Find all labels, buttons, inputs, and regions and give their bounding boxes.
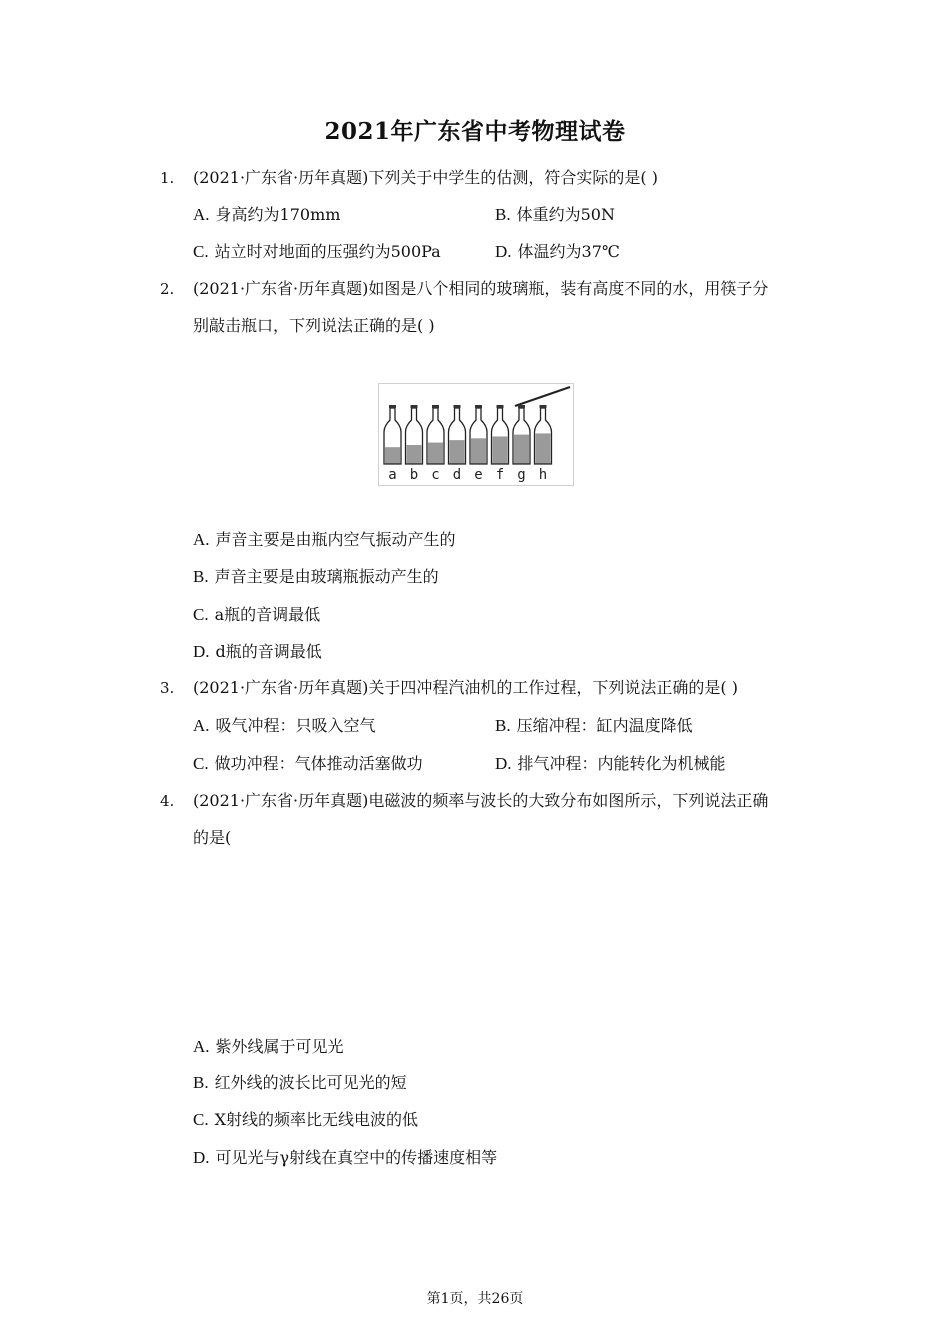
option-c	[193, 754, 423, 774]
option-letter: D.	[193, 1148, 210, 1167]
water-g	[514, 435, 529, 464]
bottle-cap-c	[432, 405, 439, 408]
option-c	[193, 1110, 418, 1130]
option-b	[495, 205, 615, 225]
option-text: 站立时对地面的压强约为500Pa	[214, 242, 441, 261]
option-letter: B.	[193, 567, 209, 586]
option-letter: B.	[495, 205, 511, 224]
bottle-label: f	[495, 467, 505, 483]
option-letter: B.	[193, 1073, 209, 1092]
water-b	[407, 445, 422, 464]
option-text: 可见光与γ射线在真空中的传播速度相等	[215, 1148, 498, 1167]
option-letter: D.	[495, 242, 512, 261]
question-stem: (2021·广东省·历年真题)下列关于中学生的估测，符合实际的是( )	[193, 168, 658, 187]
option-letter: C.	[193, 605, 209, 624]
question-stem: (2021·广东省·历年真题)关于四冲程汽油机的工作过程，下列说法正确的是( )	[193, 678, 738, 697]
bottle-label: e	[474, 467, 483, 483]
option-letter: A.	[193, 530, 210, 549]
bottles-figure	[378, 383, 574, 486]
option-a	[193, 1037, 344, 1057]
option-letter: A.	[193, 1037, 210, 1056]
option-text: 声音主要是由瓶内空气振动产生的	[215, 530, 456, 549]
water-c	[428, 443, 443, 464]
chopstick	[515, 387, 570, 406]
bottle-h	[535, 405, 552, 483]
option-text: 做功冲程：气体推动活塞做功	[214, 754, 423, 773]
bottle-cap-e	[475, 405, 482, 408]
option-text: d瓶的音调最低	[215, 642, 322, 661]
question-number: 1.	[160, 169, 175, 187]
bottle-e	[470, 405, 487, 483]
bottle-cap-f	[497, 405, 504, 408]
bottle-group	[384, 405, 552, 483]
option-b	[495, 716, 693, 736]
question-stem: (2021·广东省·历年真题)电磁波的频率与波长的大致分布如图所示，下列说法正确	[193, 791, 769, 810]
option-text: X射线的频率比无线电波的低	[214, 1110, 418, 1129]
option-letter: C.	[193, 1110, 209, 1129]
option-b	[193, 1073, 407, 1093]
page-footer: 第1页，共26页	[426, 1291, 524, 1307]
option-text: 紫外线属于可见光	[215, 1037, 344, 1056]
bottle-c	[427, 405, 444, 483]
question-number: 2.	[160, 280, 175, 298]
option-d	[193, 1148, 497, 1168]
bottle-label: a	[388, 467, 397, 483]
bottle-a	[384, 405, 401, 483]
water-f	[493, 436, 508, 464]
question-stem-cont: 别敲击瓶口，下列说法正确的是( )	[193, 316, 435, 335]
option-text: 红外线的波长比可见光的短	[214, 1073, 407, 1092]
option-letter: A.	[193, 205, 210, 224]
option-text: 压缩冲程：缸内温度降低	[516, 716, 693, 735]
bottle-cap-g	[518, 405, 525, 408]
water-a	[385, 447, 400, 464]
bottle-cap-h	[540, 405, 547, 408]
bottle-b	[406, 405, 423, 483]
option-b	[193, 567, 439, 587]
option-letter: D.	[193, 642, 210, 661]
question-stem: (2021·广东省·历年真题)如图是八个相同的玻璃瓶，装有高度不同的水，用筷子分	[193, 279, 769, 298]
option-letter: B.	[495, 716, 511, 735]
option-letter: D.	[495, 754, 512, 773]
bottle-label: d	[452, 467, 462, 483]
option-text: 声音主要是由玻璃瓶振动产生的	[214, 567, 439, 586]
option-a	[193, 530, 456, 550]
water-e	[471, 438, 486, 464]
bottle-cap-d	[454, 405, 461, 408]
question-number: 3.	[160, 679, 175, 697]
option-c	[193, 605, 320, 625]
option-a	[193, 205, 340, 225]
option-text: 吸气冲程：只吸入空气	[215, 716, 376, 735]
bottle-cap-a	[389, 405, 396, 408]
option-d	[193, 642, 322, 662]
option-c	[193, 242, 441, 262]
page-title: 2021年广东省中考物理试卷	[324, 118, 626, 145]
bottle-d	[449, 405, 466, 483]
option-text: 身高约为170mm	[215, 205, 341, 224]
bottle-f	[492, 405, 509, 483]
bottle-label: c	[431, 467, 440, 483]
water-h	[536, 433, 551, 464]
bottle-g	[513, 405, 530, 483]
option-letter: C.	[193, 754, 209, 773]
option-text: a瓶的音调最低	[214, 605, 321, 624]
question-stem-cont: 的是(	[193, 828, 232, 847]
option-letter: C.	[193, 242, 209, 261]
option-d	[495, 754, 726, 774]
option-text: 排气冲程：内能转化为机械能	[517, 754, 726, 773]
option-text: 体温约为37℃	[517, 242, 620, 261]
bottle-label: h	[538, 467, 548, 483]
option-letter: A.	[193, 716, 210, 735]
option-text: 体重约为50N	[516, 205, 615, 224]
option-d	[495, 242, 620, 262]
bottle-label: b	[409, 467, 419, 483]
question-number: 4.	[160, 792, 175, 810]
water-d	[450, 440, 465, 464]
option-a	[193, 716, 376, 736]
bottles-illustration	[379, 384, 573, 485]
bottle-label: g	[517, 467, 526, 483]
bottle-cap-b	[411, 405, 418, 408]
